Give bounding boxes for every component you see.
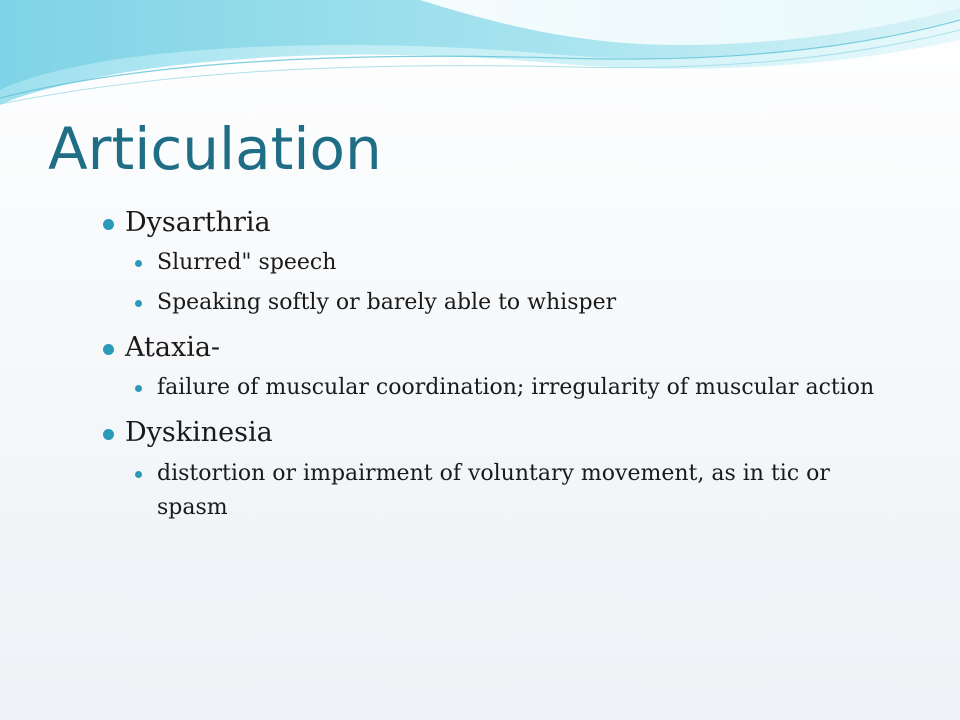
sub-bullet-item bbox=[128, 371, 900, 405]
sub-bullet-text: Speaking softly or barely able to whisper bbox=[157, 290, 617, 316]
header-wave-decoration bbox=[0, 0, 960, 130]
sub-bullet-text: failure of muscular coordination; irregularity of muscular action bbox=[157, 375, 875, 401]
bullet-item-ataxia bbox=[100, 330, 900, 405]
bullet-dot-icon bbox=[103, 429, 114, 440]
sub-bullet-list bbox=[125, 371, 900, 405]
sub-bullet-list bbox=[125, 457, 900, 525]
sub-bullet-text: distortion or impairment of voluntary movement, as in tic or spasm bbox=[157, 460, 830, 520]
slide-title: Articulation bbox=[48, 115, 382, 183]
bullet-dot-icon bbox=[135, 385, 142, 392]
bullet-text: Dysarthria bbox=[125, 207, 271, 238]
bullet-text: Dyskinesia bbox=[125, 417, 273, 449]
bullet-dot-icon bbox=[135, 300, 142, 307]
bullet-dot-icon bbox=[103, 219, 114, 230]
bullet-text: Ataxia- bbox=[125, 332, 221, 364]
bullet-dot-icon bbox=[135, 260, 142, 267]
bullet-item-dyskinesia bbox=[100, 415, 900, 524]
bullet-dot-icon bbox=[103, 344, 114, 355]
sub-bullet-item bbox=[128, 457, 900, 525]
bullet-list bbox=[100, 205, 900, 525]
bullet-dot-icon bbox=[135, 471, 142, 478]
sub-bullet-item bbox=[128, 246, 900, 280]
sub-bullet-text: Slurred" speech bbox=[157, 250, 337, 276]
bullet-item-dysarthria bbox=[100, 205, 900, 320]
sub-bullet-list bbox=[125, 246, 900, 320]
sub-bullet-item bbox=[128, 286, 900, 320]
slide-content bbox=[100, 205, 900, 525]
